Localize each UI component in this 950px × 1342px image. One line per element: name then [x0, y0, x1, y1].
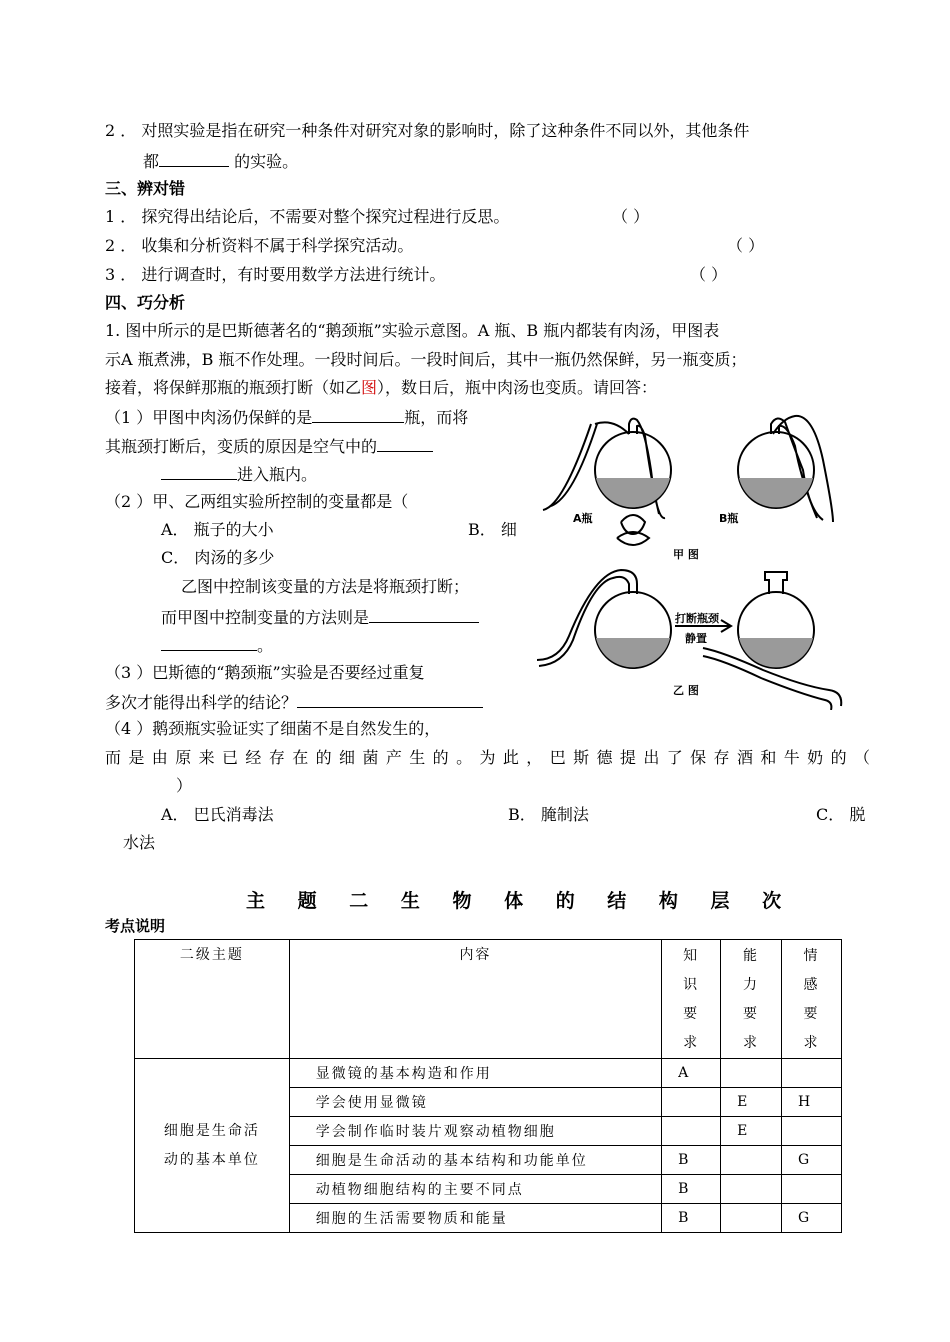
q2-line2-prefix: 都	[143, 152, 160, 171]
swan-neck-flask-figure	[533, 410, 863, 710]
row-content: 显微镜的基本构造和作用	[289, 1059, 661, 1088]
row-ability	[721, 1175, 782, 1204]
subq2-option-b[interactable]: B． 细	[468, 520, 517, 539]
tf-item-3: 3 ． 进行调查时，有时要用数学方法进行统计。	[105, 265, 446, 284]
tf-item-1: 1 ． 探究得出结论后，不需要对整个探究过程进行反思。	[105, 207, 510, 226]
row-knowledge: B	[662, 1146, 721, 1175]
row-knowledge: B	[662, 1175, 721, 1204]
row-affect: G	[782, 1204, 842, 1233]
tf-item-3-paren[interactable]: （ ）	[690, 265, 728, 284]
q2-line1: 2 ． 对照实验是指在研究一种条件对研究对象的影响时，除了这种条件不同以外，其他条件	[105, 121, 750, 140]
subq3-line2	[105, 691, 483, 713]
row-ability	[721, 1059, 782, 1088]
subq1-blank-a[interactable]	[312, 406, 404, 423]
tf-item-1-paren[interactable]: （ ）	[612, 207, 650, 226]
subq2-line-c	[161, 606, 479, 628]
q2-blank[interactable]	[159, 150, 229, 167]
subq1-prefix: （1 ）甲图中肉汤仍保鲜的是	[105, 408, 313, 427]
row-content: 动植物细胞结构的主要不同点	[289, 1175, 661, 1204]
tf-item-2: 2 ． 收集和分析资料不属于科学探究活动。	[105, 236, 414, 255]
tf-item-2-paren[interactable]: （ ）	[727, 236, 765, 255]
s4-intro-line3-a: 接着，将保鲜那瓶的瓶颈打断（如乙	[105, 378, 362, 397]
arrow-label-bottom: 静置	[685, 632, 707, 645]
subq2-blank-b[interactable]	[161, 634, 257, 651]
subq1-line2-text: 其瓶颈打断后，变质的原因是空气中的	[105, 437, 378, 456]
figure-jia-label: 甲 图	[673, 548, 699, 561]
arrow-label-top: 打断瓶颈	[675, 612, 719, 625]
header-knowledge: 知 识 要 求	[662, 940, 721, 1059]
row-content: 细胞是生命活动的基本结构和功能单位	[289, 1146, 661, 1175]
table-row	[135, 1059, 842, 1088]
q2-line2	[143, 150, 298, 172]
flask-a	[543, 419, 671, 518]
subq2-option-a[interactable]: A． 瓶子的大小	[161, 520, 274, 539]
row-affect: H	[782, 1088, 842, 1117]
exam-points-heading: 考点说明	[105, 917, 166, 935]
exam-points-table	[134, 939, 842, 1233]
subq1-mid: 瓶，而将	[404, 408, 469, 427]
subq2-blank-a[interactable]	[369, 606, 479, 623]
subq4-line3[interactable]: ）	[176, 776, 193, 795]
subq1-line1	[105, 406, 468, 428]
header-content: 内容	[289, 940, 661, 1059]
row-affect: G	[782, 1146, 842, 1175]
subq2-period: 。	[257, 636, 274, 655]
subq3-line2-text: 多次才能得出科学的结论？	[105, 693, 298, 712]
row-ability	[721, 1204, 782, 1233]
subq4-option-a[interactable]: A． 巴氏消毒法	[161, 805, 274, 824]
s4-intro-line1: 1. 图中所示的是巴斯德著名的“鹅颈瓶”实验示意图。A 瓶、B 瓶内都装有肉汤，甲图表	[105, 321, 720, 340]
subq1-line3	[161, 463, 317, 485]
row-ability	[721, 1146, 782, 1175]
subq2-option-c[interactable]: C． 肉汤的多少	[161, 548, 275, 567]
subq2-line1: （2 ）甲、乙两组实验所控制的变量都是（	[105, 492, 409, 511]
subq4-line1: （4 ）鹅颈瓶实验证实了细菌不是自然发生的，	[105, 719, 441, 738]
subq4-line2: 而是由原来已经存在的细菌产生的。为此，巴斯德提出了保存酒和牛奶的（	[105, 748, 870, 767]
flask-b-label: B瓶	[719, 512, 739, 525]
table-header-row	[135, 940, 842, 1059]
s4-intro-line2: 示A 瓶煮沸，B 瓶不作处理。一段时间后。一段时间后，其中一瓶仍然保鲜，另一瓶变质；	[105, 350, 747, 369]
subq2-line-d	[161, 634, 273, 656]
header-subtopic: 二级主题	[135, 940, 290, 1059]
topic-title: 主 题 二 生 物 体 的 结 构 层 次	[246, 890, 795, 912]
subq3-line1: （3 ）巴斯德的“鹅颈瓶”实验是否要经过重复	[105, 663, 425, 682]
row-knowledge: B	[662, 1204, 721, 1233]
row-content: 细胞的生活需要物质和能量	[289, 1204, 661, 1233]
row-content: 学会制作临时装片观察动植物细胞	[289, 1117, 661, 1146]
row-ability: E	[721, 1088, 782, 1117]
s4-intro-line3	[105, 378, 657, 398]
subq1-blank-b[interactable]	[377, 435, 433, 452]
row-ability: E	[721, 1117, 782, 1146]
flask-a-label: A瓶	[573, 512, 593, 525]
s4-intro-line3-b: ），数日后，瓶中肉汤也变质。请回答：	[377, 378, 658, 397]
group-label-line2: 动的基本单位	[163, 1151, 260, 1168]
header-affect: 情 感 要 求	[782, 940, 842, 1059]
subq3-blank[interactable]	[297, 691, 483, 708]
row-knowledge	[662, 1088, 721, 1117]
section3-title: 三、辨对错	[105, 179, 186, 198]
q2-line2-suffix: 的实验。	[234, 152, 299, 171]
row-knowledge: A	[662, 1059, 721, 1088]
header-ability: 能 力 要 求	[721, 940, 782, 1059]
row-affect	[782, 1117, 842, 1146]
subq2-line-c-text: 而甲图中控制变量的方法则是	[161, 608, 370, 627]
row-knowledge	[662, 1117, 721, 1146]
s4-intro-red-text: 图	[361, 378, 378, 397]
figure-yi-label: 乙 图	[673, 684, 699, 697]
row-affect	[782, 1175, 842, 1204]
subq1-suffix: 进入瓶内。	[237, 465, 318, 484]
row-content: 学会使用显微镜	[289, 1088, 661, 1117]
subq4-option-b[interactable]: B． 腌制法	[508, 805, 589, 824]
flask-diagram	[533, 410, 863, 710]
subq4-option-c-cont: 水法	[123, 833, 156, 852]
subq1-blank-c[interactable]	[161, 463, 237, 480]
subq2-line-b: 乙图中控制该变量的方法是将瓶颈打断；	[181, 577, 470, 596]
subq4-option-c[interactable]: C． 脱	[816, 805, 866, 824]
subq1-line2	[105, 435, 433, 457]
section4-title: 四、巧分析	[105, 293, 186, 312]
group-label-line1: 细胞是生命活	[163, 1122, 260, 1139]
row-affect	[782, 1059, 842, 1088]
group-cell	[135, 1059, 290, 1233]
